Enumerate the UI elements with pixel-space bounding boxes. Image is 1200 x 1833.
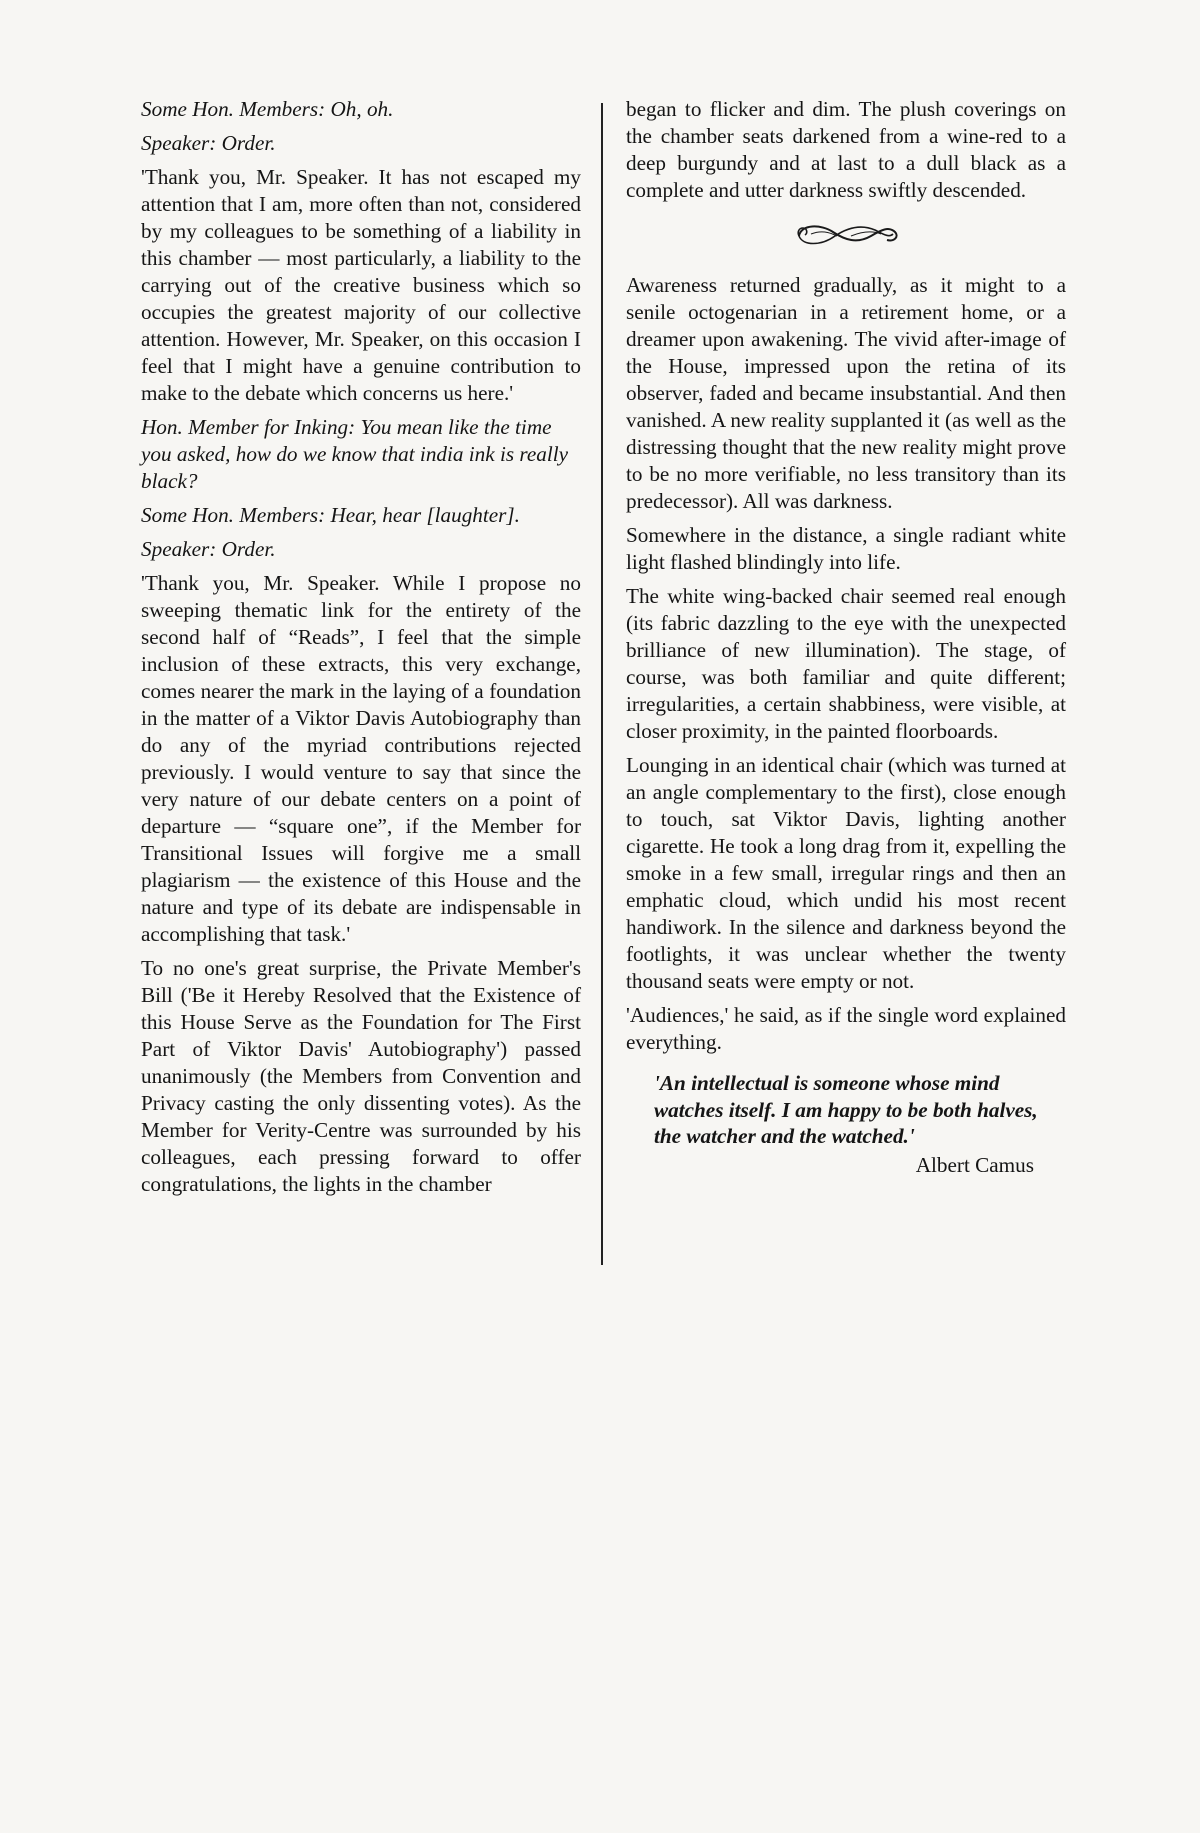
paragraph-private-members-bill: To no one's great surprise, the Private Member's Bill ('Be it Hereby Resolved that the Existence of this House Serve as the Foundation for The First Part of Viktor Davis' Autobiography') passed unanimously (the Members from Convention and Privacy casting the only dissenting votes). As the Member for Verity-Centre was surrounded by his colleagues, each pressing forward to offer congratulations, the lights in the chamber [141,956,581,1196]
paragraph-lights-dim: began to flicker and dim. The plush coverings on the chamber seats darkened from a wine-red to a deep burgundy and at last to a dull black as a complete and utter darkness swiftly descended. [626,97,1066,202]
paragraph-wing-backed-chair: The white wing-backed chair seemed real enough (its fabric dazzling to the eye with the unexpected brilliance of new illumination). The stage, of course, was both familiar and quite different; irregularities, a certain shabbiness, were visible, at closer proximity, in the painted floorboards. [626,584,1066,743]
speech-speaker-order-2: Speaker: Order. [141,537,276,561]
speech-members-oh: Some Hon. Members: Oh, oh. [141,97,394,121]
flourish-ornament-icon [791,216,901,250]
column-divider [601,103,603,1265]
paragraph-audiences: 'Audiences,' he said, as if the single word explained everything. [626,1003,1066,1054]
speech-member-for-inking: Hon. Member for Inking: You mean like the time you asked, how do we know that india ink is really black? [141,415,569,493]
speech-speaker-order: Speaker: Order. [141,131,276,155]
paragraph-radiant-light: Somewhere in the distance, a single radiant white light flashed blindingly into life. [626,523,1066,574]
paragraph-awareness-returned: Awareness returned gradually, as it might to a senile octogenarian in a retirement home, or a dreamer upon awakening. The vivid after-image of the House, impressed upon the retina of its observer, faded and became insubstantial. And then vanished. A new reality supplanted it (as well as the distressing thought that the new reality might prove to be no more verifiable, no less transitory than its predecessor). All was darkness. [626,273,1066,513]
speech-hear-hear: Some Hon. Members: Hear, hear [laughter]. [141,503,520,527]
paragraph-thank-you-reads: 'Thank you, Mr. Speaker. While I propose no sweeping thematic link for the entirety of the second half of “Reads”, I feel that the simple inclusion of these extracts, this very exchange, comes nearer the mark in the laying of a foundation in the matter of a Viktor Davis Autobiography than do any of the myriad contributions rejected previously. I would venture to say that since the very nature of our debate centers on a point of departure — “square one”, if the Member for Transitional Issues will forgive me a small plagiarism — the existence of this House and the nature and type of its debate are indispensable in accomplishing that task.' [141,571,581,946]
right-column [626,96,1066,1179]
paragraph-thank-you-liability: 'Thank you, Mr. Speaker. It has not escaped my attention that I am, more often than not, considered by my colleagues to be something of a liability in this chamber — most particularly, a liability to the carrying out of the creative business which so occupies the greatest majority of our collective attention. However, Mr. Speaker, on this occasion I feel that I might have a genuine contribution to make to the debate which concerns us here.' [141,165,581,405]
epigraph-quote: 'An intellectual is someone whose mind watches itself. I am happy to be both halves, the watcher and the watched.' [654,1071,1038,1148]
paragraph-lounging: Lounging in an identical chair (which was turned at an angle complementary to the first), close enough to touch, sat Viktor Davis, lighting another cigarette. He took a long drag from it, expelling the smoke in a few small, irregular rings and then an emphatic cloud, which undid his most recent handiwork. In the silence and darkness beyond the footlights, it was unclear whether the twenty thousand seats were empty or not. [626,753,1066,993]
left-column [141,96,581,1205]
epigraph-attribution: Albert Camus [915,1152,1034,1177]
